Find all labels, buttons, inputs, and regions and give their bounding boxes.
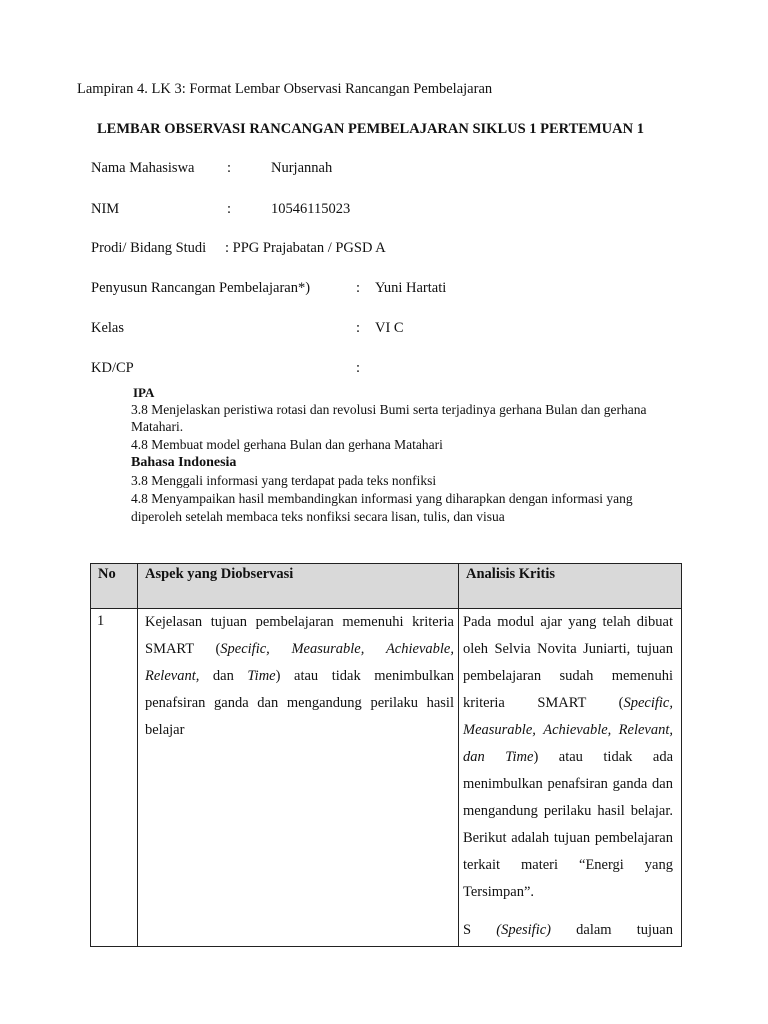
header-analisis: Analisis Kritis [459, 564, 682, 609]
nim-label: NIM [91, 201, 120, 217]
prodi-label: Prodi/ Bidang Studi [91, 240, 207, 256]
row-number: 1 [97, 613, 105, 629]
ipa-kd-3-8: 3.8 Menjelaskan peristiwa rotasi dan revolusi Bumi serta terjadinya gerhana Bulan dan gerhana [131, 402, 647, 417]
analisis-cell [459, 609, 682, 947]
nama-value: Nurjannah [271, 160, 333, 176]
analisis-text: Pada modul ajar yang telah dibuat oleh Selvia Novita Juniarti, tujuan pembelajaran sudah memenuhi kriteria SMART (Specific, Measurable, Achievable, Relevant, dan Time) atau tidak ada menimbulkan penafsiran ganda dan mengandung perilaku hasil belajar. Berikut adalah tujuan pembelajaran terkait materi “Energi yang Tersimpan”. [463, 614, 674, 900]
row-number-cell [91, 609, 138, 947]
nama-label: Nama Mahasiswa [91, 160, 195, 176]
prodi-value: : PPG Prajabatan / PGSD A [225, 240, 386, 256]
aspek-cell [138, 609, 459, 947]
header-aspek: Aspek yang Diobservasi [138, 564, 459, 609]
ipa-kd-4-8: 4.8 Membuat model gerhana Bulan dan gerhana Matahari [131, 437, 443, 452]
appendix-caption: Lampiran 4. LK 3: Format Lembar Observasi Rancangan Pembelajaran [77, 81, 493, 97]
header-no: No [91, 564, 138, 609]
penyusun-label: Penyusun Rancangan Pembelajaran*) [91, 280, 311, 296]
kdcp-colon: : [356, 360, 361, 376]
table-row [91, 609, 682, 947]
bi-kd-3-8: 3.8 Menggali informasi yang terdapat pada teks nonfiksi [131, 473, 437, 488]
kelas-label: Kelas [91, 320, 125, 336]
document-title: LEMBAR OBSERVASI RANCANGAN PEMBELAJARAN SIKLUS 1 PERTEMUAN 1 [97, 121, 644, 137]
bi-kd-4-8: 4.8 Menyampaikan hasil membandingkan informasi yang diharapkan dengan informasi yang [131, 491, 633, 506]
nama-colon: : [227, 160, 232, 176]
aspek-text: Kejelasan tujuan pembelajaran memenuhi kriteria SMART (Specific, Measurable, Achievable, Relevant, dan Time) atau tidak menimbulkan penafsiran ganda dan mengandung perilaku hasil belajar [145, 614, 455, 738]
bi-kd-4-8-cont: diperoleh setelah membaca teks nonfiksi secara lisan, tulis, dan visua [131, 509, 505, 524]
bahasa-indonesia-heading: Bahasa Indonesia [131, 455, 237, 470]
kdcp-label: KD/CP [91, 360, 134, 376]
nim-value: 10546115023 [271, 201, 351, 217]
ipa-heading: IPA [133, 385, 155, 400]
kelas-value: VI C [375, 320, 404, 336]
table-header-row [91, 564, 682, 609]
ipa-kd-3-8-cont: Matahari. [131, 419, 184, 434]
kelas-colon: : [356, 320, 361, 336]
analisis-continuation: S (Spesific) dalam tujuan [463, 922, 673, 938]
nim-colon: : [227, 201, 232, 217]
penyusun-value: Yuni Hartati [375, 280, 447, 296]
observation-table [90, 563, 682, 947]
penyusun-colon: : [356, 280, 361, 296]
